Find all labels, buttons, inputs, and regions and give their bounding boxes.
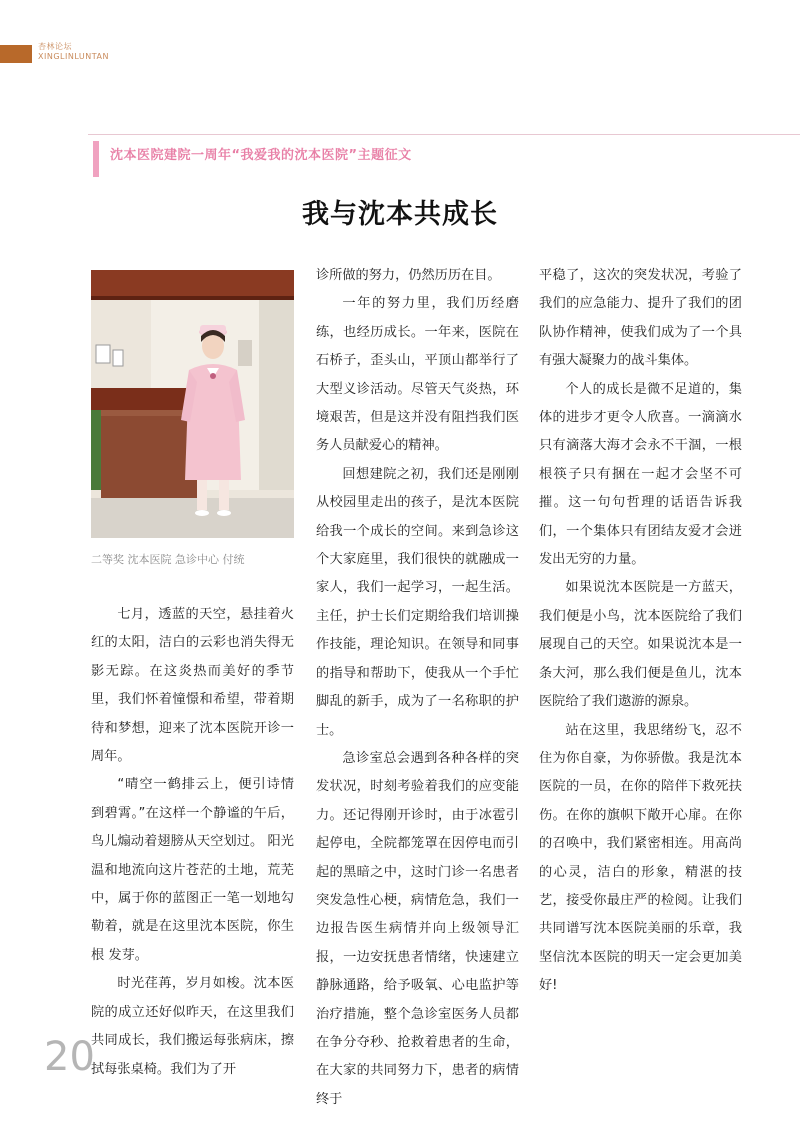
text-column-3 xyxy=(539,262,742,1001)
paragraph: 时光荏苒，岁月如梭。沈本医院的成立还好似昨天，在这里我们共同成长，我们搬运每张病床，擦拭每张桌椅。我们为了开 xyxy=(91,976,294,1077)
paragraph: 回想建院之初，我们还是刚刚从校园里走出的孩子，是沈本医院给我一个成长的空间。来到急诊这个大家庭里，我们很快的就融成一家人，我们一起学习，一起生活。主任，护士长们定期给我们培训操作技能，理论知识。在领导和同事的指导和帮助下，使我从一个手忙脚乱的新手，成为了一名称职的护士。 xyxy=(316,466,519,738)
column-name-en: XINGLINLUNTAN xyxy=(38,52,109,61)
theme-accent-bar xyxy=(93,141,99,177)
page-number: 20 xyxy=(44,1034,95,1080)
theme-heading: 沈本医院建院一周年“我爱我的沈本医院”主题征文 xyxy=(110,148,412,163)
photo-caption: 二等奖 沈本医院 急诊中心 付统 xyxy=(91,553,245,566)
column-name: 杏林论坛 xyxy=(38,42,72,51)
header-color-block xyxy=(0,45,32,63)
column-title xyxy=(38,42,109,62)
paragraph: 如果说沈本医院是一方蓝天，我们便是小鸟，沈本医院给了我们展现自己的天空。如果说沈本是一条大河，那么我们便是鱼儿，沈本医院给了我们遨游的源泉。 xyxy=(539,580,742,710)
text-column-2 xyxy=(316,262,519,1114)
nurse-photo xyxy=(91,270,294,538)
paragraph: 站在这里，我思绪纷飞，忍不住为你自豪，为你骄傲。我是沈本医院的一员，在你的陪伴下救死扶伤。在你的旗帜下敞开心扉。在你的召唤中，我们紧密相连。用高尚的心灵，洁白的形象，精湛的技艺，接受你最庄严的检阅。让我们共同谱写沈本医院美丽的乐章，我坚信沈本医院的明天一定会更加美好! xyxy=(539,722,742,994)
paragraph: 急诊室总会遇到各种各样的突发状况，时刻考验着我们的应变能力。还记得刚开诊时，由于冰雹引起停电，全院都笼罩在因停电而引起的黑暗之中，这时门诊一名患者突发急性心梗，病情危急，我们一边报告医生病情并向上级领导汇报，一边安抚患者情绪，快速建立静脉通路，给予吸氧、心电监护等治疗措施，整个急诊室医务人员都在争分夺秒、抢救着患者的生命，在大家的共同努力下，患者的病情终于 xyxy=(316,750,519,1107)
article-title: 我与沈本共成长 xyxy=(302,199,498,230)
paragraph-continued: 诊所做的努力，仍然历历在目。 xyxy=(316,268,501,283)
text-column-1 xyxy=(91,601,294,1084)
paragraph: 七月，透蓝的天空，悬挂着火红的太阳，洁白的云彩也消失得无影无踪。在这炎热而美好的季节里，我们怀着憧憬和希望，带着期待和梦想，迎来了沈本医院开诊一周年。 xyxy=(91,607,294,765)
header-rule xyxy=(88,134,800,135)
paragraph: “晴空一鹤排云上，便引诗情到碧霄。”在这样一个静谧的午后，鸟儿煽动着翅膀从天空划过。 阳光温和地流向这片苍茫的土地，荒芜中，属于你的蓝图正一笔一划地勾勒着，就是在这里沈本医院，你生根 发芽。 xyxy=(91,777,294,963)
paragraph: 一年的努力里，我们历经磨练，也经历成长。一年来，医院在石桥子，歪头山，平顶山都举行了大型义诊活动。尽管天气炎热，环境艰苦，但是这并没有阻挡我们医务人员献爱心的精神。 xyxy=(316,296,519,454)
paragraph: 个人的成长是微不足道的，集体的进步才更令人欣喜。一滴滴水只有滴落大海才会永不干涸，一根根筷子只有捆在一起才会坚不可摧。这一句句哲理的话语告诉我们，一个集体只有团结友爱才会迸发出无穷的力量。 xyxy=(539,381,742,568)
paragraph-continued: 平稳了，这次的突发状况，考验了我们的应急能力、提升了我们的团队协作精神，使我们成为了一个具有强大凝聚力的战斗集体。 xyxy=(539,268,742,369)
